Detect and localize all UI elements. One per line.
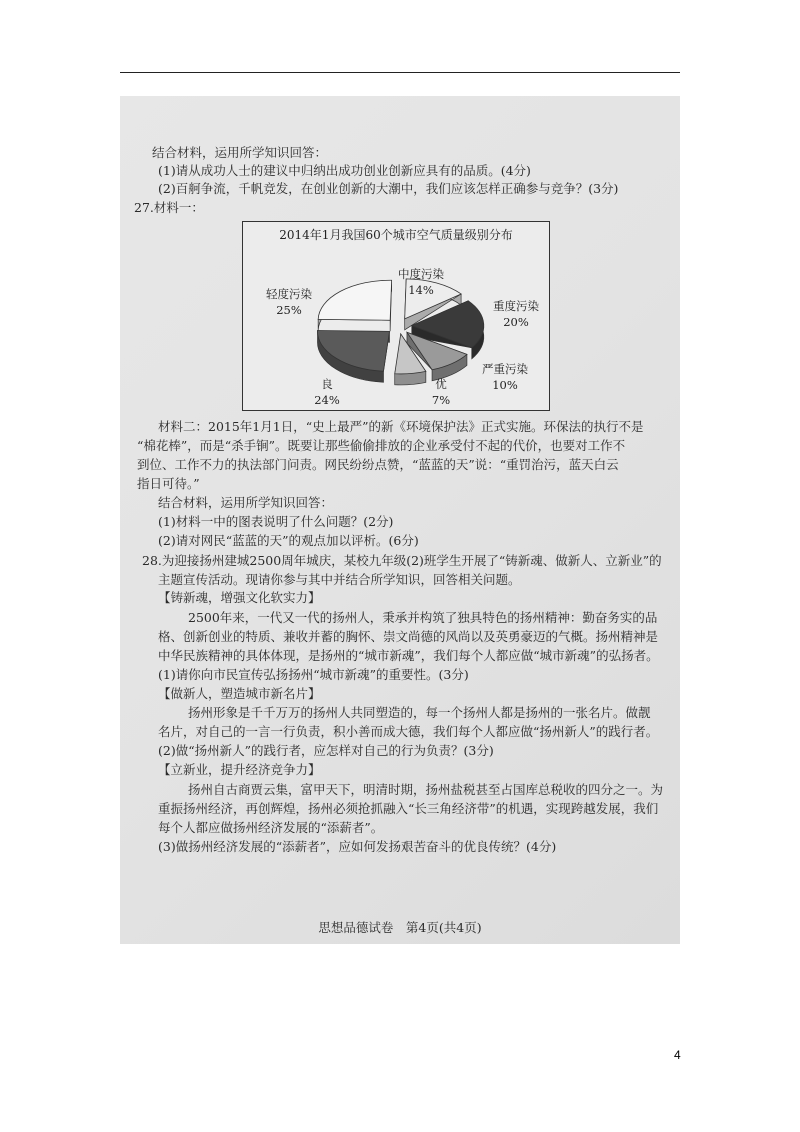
text-line: 名片，对自己的一言一行负责，积小善而成大德，我们每个人都应做“扬州新人”的践行者。 <box>158 724 659 739</box>
text-line: 扬州自古商贾云集，富甲天下，明清时期，扬州盐税甚至占国库总税收的四分之一。为 <box>188 782 664 797</box>
text-line: 格、创新创业的特质、兼收并蓄的胸怀、崇文尚德的风尚以及英勇豪迈的气概。扬州精神是 <box>158 629 659 644</box>
slice-percent: 7% <box>431 393 451 407</box>
text-line: 每个人都应做扬州经济发展的“添薪者”。 <box>158 820 384 835</box>
slice-label: 优 <box>435 377 447 391</box>
header-rule <box>120 72 680 73</box>
slice-percent: 14% <box>408 283 434 297</box>
text-line: (1)请你向市民宣传弘扬扬州“城市新魂”的重要性。(3分) <box>158 667 469 682</box>
text-line: (1)材料一中的图表说明了什么问题？(2分) <box>158 514 394 529</box>
page-footer: 思想品德试卷 第4页(共4页) <box>318 920 482 935</box>
text-line: “棉花棒”，而是“杀手锏”。既要让那些偷偷排放的企业承受付不起的代价，也要对工作不 <box>137 438 626 453</box>
text-line: (1)请从成功人士的建议中归纳出成功创业创新应具有的品质。(4分) <box>158 163 531 178</box>
text-line: 中华民族精神的具体体现，是扬州的“城市新魂”，我们每个人都应做“城市新魂”的弘扬者。 <box>158 648 659 663</box>
text-line: (2)请对网民“蓝蓝的天”的观点加以评析。(6分) <box>158 533 419 548</box>
pie-slice <box>318 280 391 331</box>
text-line: 主题宣传活动。现请你参与其中并结合所学知识，回答相关问题。 <box>158 572 521 587</box>
text-line: 2500年来，一代又一代的扬州人，秉承并构筑了独具特色的扬州精神：勤奋务实的品 <box>188 610 658 625</box>
slice-label: 轻度污染 <box>266 287 312 301</box>
text-line: 结合材料，运用所学知识回答： <box>152 145 328 160</box>
text-line: (2)百舸争流，千帆竞发，在创业创新的大潮中，我们应该怎样正确参与竞争？(3分) <box>158 181 619 196</box>
pie-slice <box>317 331 389 383</box>
chart-title: 2014年1月我国60个城市空气质量级别分布 <box>279 228 513 242</box>
pie-chart <box>243 222 549 410</box>
slice-percent: 25% <box>276 303 302 317</box>
question-27-label: 27.材料一： <box>134 200 204 215</box>
section-heading: 【立新业，提升经济竞争力】 <box>158 762 321 777</box>
section-heading: 【做新人，塑造城市新名片】 <box>158 686 321 701</box>
slice-percent: 10% <box>492 378 518 392</box>
text-line: 扬州形象是千千万万的扬州人共同塑造的，每一个扬州人都是扬州的一张名片。做靓 <box>188 705 651 720</box>
slice-percent: 24% <box>314 393 340 407</box>
text-line: 材料二：2015年1月1日，“史上最严”的新《环境保护法》正式实施。环保法的执行不是 <box>158 419 644 434</box>
text-line: 指日可待。” <box>137 476 200 491</box>
text-line: (3)做扬州经济发展的“添薪者”，应如何发扬艰苦奋斗的优良传统？(4分) <box>158 839 557 854</box>
text-line: 重振扬州经济，再创辉煌，扬州必须抢抓融入“长三角经济带”的机遇，实现跨越发展，我们 <box>158 801 659 816</box>
slice-label: 重度污染 <box>493 299 539 313</box>
text-line: (2)做“扬州新人”的践行者，应怎样对自己的行为负责？(3分) <box>158 743 494 758</box>
text-line: 28.为迎接扬州建城2500周年城庆，某校九年级(2)班学生开展了“铸新魂、做新人、立新业”的 <box>142 553 662 568</box>
page-number: 4 <box>674 1048 681 1062</box>
slice-label: 中度污染 <box>398 267 444 281</box>
air-quality-chart <box>242 221 550 411</box>
slice-label: 良 <box>321 377 333 391</box>
slice-label: 严重污染 <box>482 362 528 376</box>
section-heading: 【铸新魂，增强文化软实力】 <box>158 590 321 605</box>
slice-percent: 20% <box>503 315 529 329</box>
text-line: 结合材料，运用所学知识回答： <box>158 495 334 510</box>
text-line: 到位、工作不力的执法部门问责。网民纷纷点赞，“蓝蓝的天”说：“重罚治污，蓝天白云 <box>137 457 619 472</box>
